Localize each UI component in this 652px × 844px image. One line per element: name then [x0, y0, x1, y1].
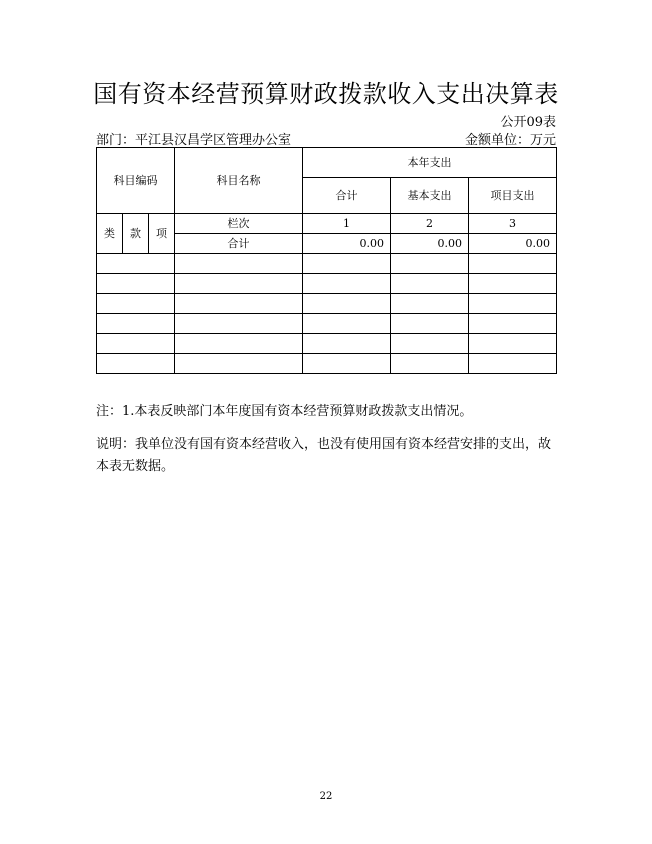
- column-number-2: 2: [391, 214, 469, 234]
- header-current-year-expenditure: 本年支出: [303, 148, 557, 178]
- row-index-label: 栏次: [175, 214, 303, 234]
- column-number-3: 3: [469, 214, 557, 234]
- total-value: 0.00: [303, 234, 391, 254]
- budget-table: [96, 147, 557, 374]
- header-xiang: 项: [149, 214, 175, 254]
- amount-unit-label: 金额单位：万元: [464, 133, 556, 148]
- header-lei: 类: [97, 214, 123, 254]
- basic-total-value: 0.00: [391, 234, 469, 254]
- header-basic-expenditure: 基本支出: [391, 178, 469, 214]
- header-total: 合计: [303, 178, 391, 214]
- column-number-1: 1: [303, 214, 391, 234]
- table-code: 公开09表: [500, 115, 556, 130]
- total-label: 合计: [175, 234, 303, 254]
- table-row: [97, 314, 557, 334]
- header-kuan: 款: [123, 214, 149, 254]
- table-row: [97, 334, 557, 354]
- header-project-expenditure: 项目支出: [469, 178, 557, 214]
- table-row: [97, 354, 557, 374]
- page-title: 国有资本经营预算财政拨款收入支出决算表: [93, 80, 559, 108]
- page-number: 22: [319, 791, 333, 802]
- explanation-note: 说明：我单位没有国有资本经营收入，也没有使用国有资本经营安排的支出，故本表无数据。: [96, 437, 552, 474]
- header-subject-code: 科目编码: [97, 148, 175, 214]
- table-row: [97, 274, 557, 294]
- note-1: 注：1.本表反映部门本年度国有资本经营预算财政拨款支出情况。: [96, 404, 473, 419]
- table-row: [97, 254, 557, 274]
- project-total-value: 0.00: [469, 234, 557, 254]
- header-subject-name: 科目名称: [175, 148, 303, 214]
- table-row: [97, 294, 557, 314]
- department-label: 部门：平江县汉昌学区管理办公室: [96, 133, 292, 148]
